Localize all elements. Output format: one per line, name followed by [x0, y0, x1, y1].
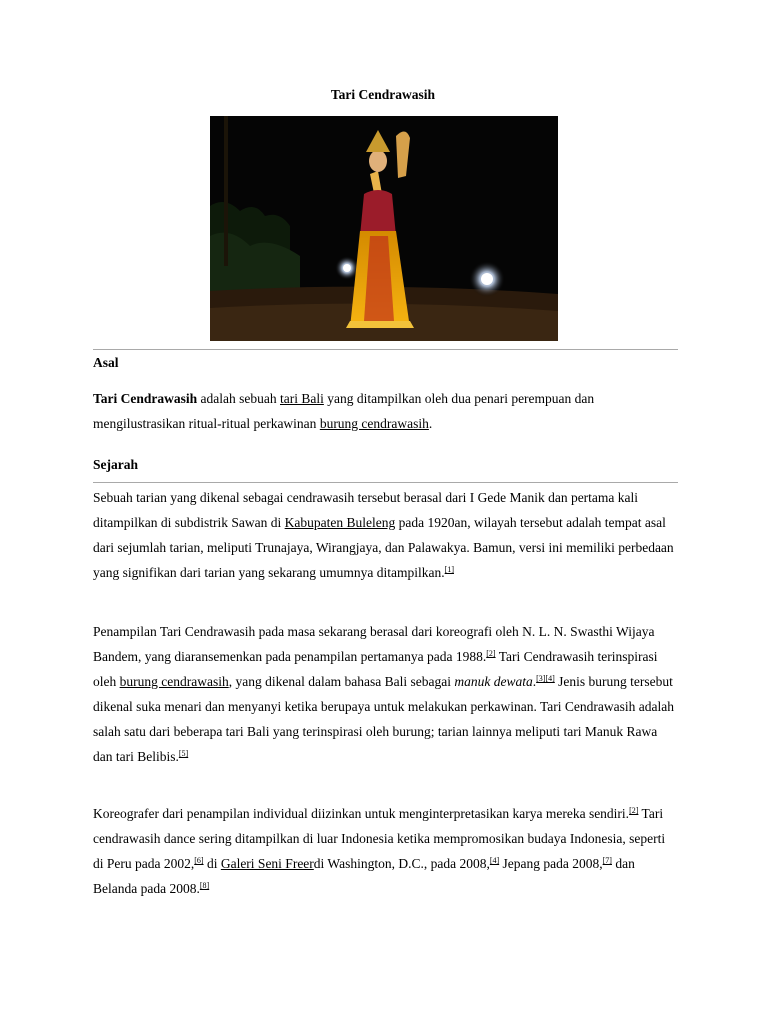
citation-2[interactable] [486, 649, 495, 658]
citation-link[interactable]: [2] [629, 806, 639, 815]
text: . [428, 416, 433, 431]
paragraph-sejarah-2 [93, 619, 678, 769]
divider-asal [93, 349, 678, 350]
citation-link[interactable]: [7] [602, 856, 612, 865]
citation-5[interactable] [179, 749, 188, 758]
text: Penampilan Tari Cendrawasih pada masa sekarang berasal dari koreografi oleh N. L. N. Swasthi Wijaya Bandem, yang diaransemenkan pada penampilan pertamanya pada 1988. [93, 624, 655, 664]
citation-link[interactable]: [6] [194, 856, 204, 865]
dancer-photo [210, 116, 558, 341]
citation-8[interactable] [200, 881, 209, 890]
text: yang ditampilkan oleh dua penari perempuan dan mengilustrasikan ritual-ritual perkawinan [93, 391, 595, 431]
text: di [203, 856, 221, 871]
divider-sejarah [93, 482, 678, 483]
text: dan Belanda pada 2008. [93, 856, 635, 896]
text: Tari cendrawasih dance sering ditampilkan di luar Indonesia ketika mempromosikan budaya Indonesia, seperti di Peru pada 2002, [93, 806, 666, 871]
section-heading-asal: Asal [93, 355, 119, 370]
citation-link[interactable]: [2] [486, 649, 496, 658]
paragraph-sejarah-1 [93, 485, 678, 585]
citation-link[interactable]: [3] [536, 674, 546, 683]
citation-1[interactable] [445, 565, 454, 574]
citation-link[interactable]: [4] [489, 856, 500, 865]
italic-term: manuk dewata [454, 674, 533, 689]
section-heading-sejarah: Sejarah [93, 457, 138, 472]
text: Tari Cendrawasih terinspirasi oleh [93, 649, 658, 689]
citation-4b[interactable] [490, 856, 499, 865]
text: di Washington, D.C., pada 2008, [313, 856, 490, 871]
document-title: Tari Cendrawasih [330, 87, 436, 102]
citation-2b[interactable] [629, 806, 638, 815]
citation-6[interactable] [194, 856, 203, 865]
bold-term: Tari Cendrawasih [93, 391, 198, 406]
citation-4[interactable] [545, 674, 554, 683]
paragraph-sejarah-3 [93, 801, 678, 901]
link-burung-cendrawasih-2[interactable]: burung cendrawasih [119, 674, 229, 689]
citation-link[interactable]: [8] [199, 881, 210, 890]
citation-link[interactable]: [5] [178, 749, 189, 758]
paragraph-asal [93, 386, 678, 436]
text: Koreografer dari penampilan individual diizinkan untuk menginterpretasikan karya mereka sendiri. [93, 806, 630, 821]
link-kabupaten-buleleng[interactable]: Kabupaten Buleleng [284, 515, 396, 530]
link-burung-cendrawasih[interactable]: burung cendrawasih [319, 416, 429, 431]
text: adalah sebuah [197, 391, 280, 406]
citation-link[interactable]: [4] [545, 674, 555, 683]
text: Jepang pada 2008, [499, 856, 603, 871]
citation-7[interactable] [603, 856, 612, 865]
link-galeri-seni-freer[interactable]: Galeri Seni Freer [220, 856, 314, 871]
link-tari-bali[interactable]: tari Bali [280, 391, 324, 406]
text: . [532, 674, 537, 689]
text: Jenis burung tersebut dikenal suka menari dan menyanyi ketika berupaya untuk melakukan perkawinan. Tari Cendrawasih adalah salah satu dari beberapa tari Bali yang terinspirasi oleh burung; tarian lainnya meliputi tari Manuk Rawa dan tari Belibis. [93, 674, 674, 764]
text: , yang dikenal dalam bahasa Bali sebagai [228, 674, 455, 689]
citation-link[interactable]: [1] [444, 565, 454, 574]
text: Sebuah tarian yang dikenal sebagai cendrawasih tersebut berasal dari I Gede Manik dan pertama kali ditampilkan di subdistrik Sawan di [93, 490, 639, 530]
text: pada 1920an, wilayah tersebut adalah tempat asal dari sejumlah tarian, meliputi Trunajaya, Wirangjaya, dan Palawakya. Bamun, versi ini memiliki perbedaan yang signifikan dari tarian yang sekarang umumnya ditampilkan. [93, 515, 674, 580]
